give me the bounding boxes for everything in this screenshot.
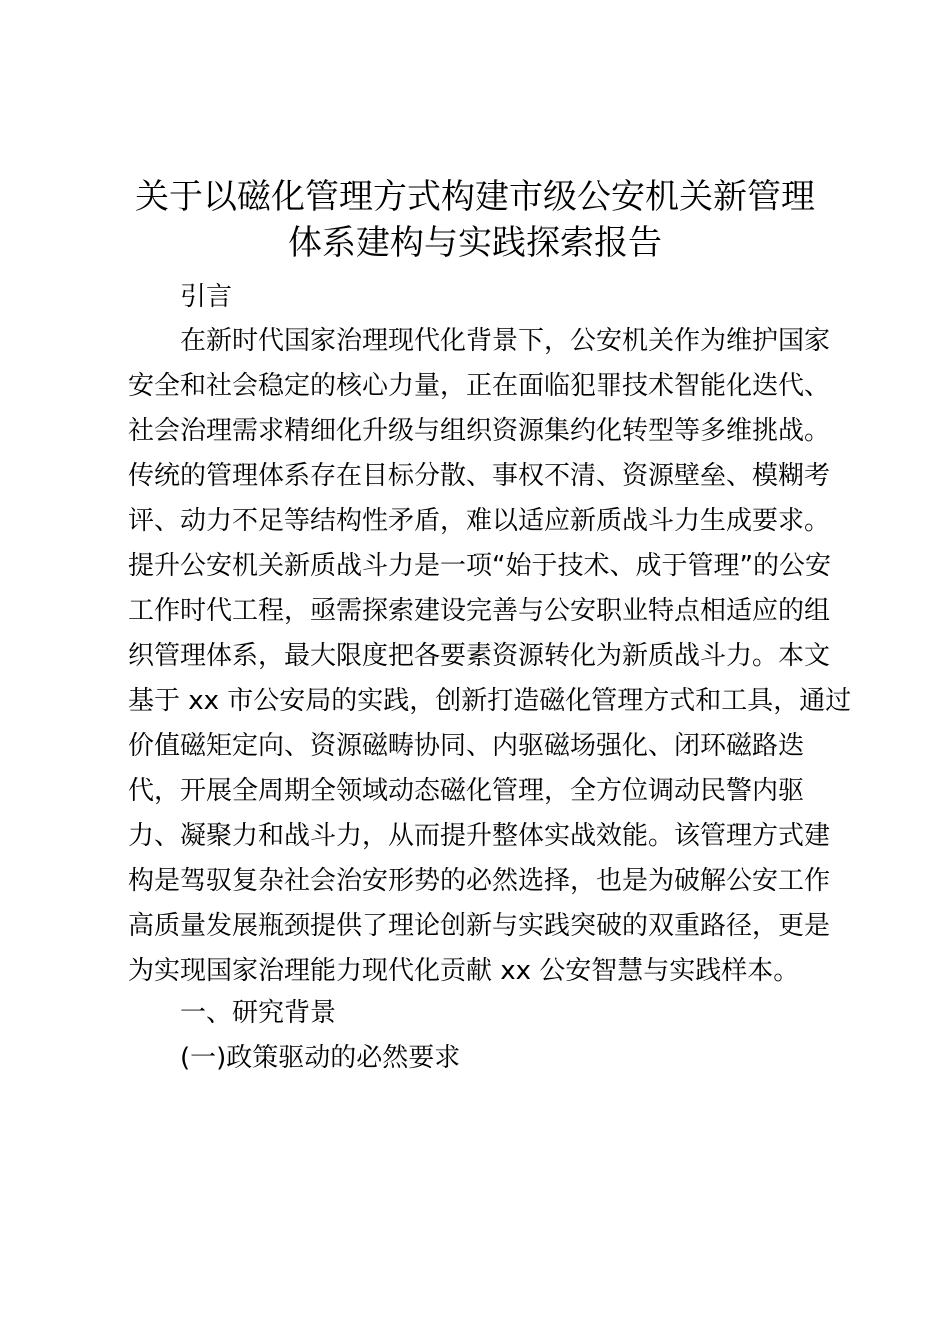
paragraph-line-3: 社会治理需求精细化升级与组织资源集约化转型等多维挑战。 [128,416,831,446]
paragraph-line-15: 为实现国家治理能力现代化贡献 xx 公安智慧与实践样本。 [128,956,800,986]
paragraph-line-12: 力、凝聚力和战斗力，从而提升整体实战效能。该管理方式建 [128,821,831,851]
title-line-2: 体系建构与实践探索报告 [288,223,662,263]
document-title [118,174,832,266]
paragraph-line-9: 基于 xx 市公安局的实践，创新打造磁化管理方式和工具，通过 [128,686,852,716]
title-line-1: 关于以磁化管理方式构建市级公安机关新管理 [135,177,815,217]
paragraph-line-7: 工作时代工程，亟需探索建设完善与公安职业特点相适应的组 [128,596,831,626]
paragraph-line-10: 价值磁矩定向、资源磁畴协同、内驱磁场强化、闭环磁路迭 [128,731,805,761]
paragraph-line-13: 构是驾驭复杂社会治安形势的必然选择，也是为破解公安工作 [128,866,831,896]
section-heading: 一、研究背景 [180,998,337,1028]
intro-heading: 引言 [180,282,233,312]
paragraph-line-14: 高质量发展瓶颈提供了理论创新与实践突破的双重路径，更是 [128,911,831,941]
subsection-heading: (一)政策驱动的必然要求 [180,1043,461,1073]
paragraph-line-8: 织管理体系，最大限度把各要素资源转化为新质战斗力。本文 [128,641,831,671]
paragraph-line-5: 评、动力不足等结构性矛盾，难以适应新质战斗力生成要求。 [128,506,831,536]
paragraph-line-4: 传统的管理体系存在目标分散、事权不清、资源壁垒、模糊考 [128,461,831,491]
paragraph-line-6: 提升公安机关新质战斗力是一项“始于技术、成于管理”的公安 [128,551,831,581]
paragraph-line-1: 在新时代国家治理现代化背景下，公安机关作为维护国家 [180,326,831,356]
paragraph-line-2: 安全和社会稳定的核心力量，正在面临犯罪技术智能化迭代、 [128,371,831,401]
paragraph-line-11: 代，开展全周期全领域动态磁化管理，全方位调动民警内驱 [128,776,805,806]
